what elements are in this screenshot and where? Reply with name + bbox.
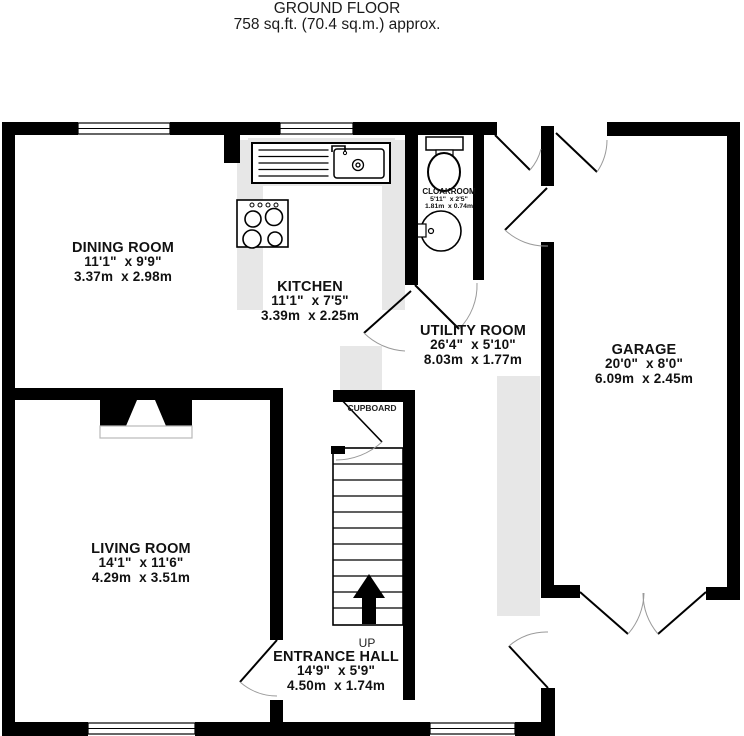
kitchen-dining-stub bbox=[224, 135, 240, 163]
stairs bbox=[331, 446, 403, 625]
room-size-metric: 4.50m x 1.74m bbox=[286, 677, 386, 693]
counter-utility bbox=[497, 376, 540, 616]
stove bbox=[237, 200, 288, 248]
room-size-imperial: 20'0" x 8'0" bbox=[604, 356, 684, 372]
floor-title: GROUND FLOOR bbox=[273, 0, 401, 17]
room-label-living-room bbox=[91, 542, 191, 585]
room-name: LIVING ROOM bbox=[91, 541, 191, 557]
room-size-imperial: 14'9" x 5'9" bbox=[296, 663, 376, 679]
garage-right-wall bbox=[727, 122, 740, 600]
room-label-garage bbox=[595, 343, 693, 386]
utility-garage-door bbox=[505, 188, 548, 246]
dining-living-wall bbox=[2, 388, 283, 400]
back-door bbox=[495, 135, 541, 170]
room-name: UTILITY ROOM bbox=[419, 323, 527, 339]
basin-tap bbox=[417, 224, 426, 237]
room-size-metric: 6.09m x 2.45m bbox=[594, 370, 694, 386]
cloakroom-left-wall bbox=[405, 135, 418, 285]
room-label-dining-room bbox=[72, 241, 174, 284]
room-size-metric: 8.03m x 1.77m bbox=[423, 351, 523, 367]
plan-title-block bbox=[234, 1, 441, 33]
garage-double-door bbox=[580, 592, 706, 634]
room-size-imperial: 11'1" x 9'9" bbox=[84, 254, 162, 270]
room-size-imperial: 14'1" x 11'6" bbox=[98, 555, 184, 571]
room-label-entrance-hall bbox=[273, 650, 399, 693]
room-name: ENTRANCE HALL bbox=[273, 649, 399, 665]
window-dining bbox=[78, 123, 170, 134]
room-size-metric: 3.39m x 2.25m bbox=[260, 307, 360, 323]
fireplace bbox=[100, 400, 192, 438]
room-label-kitchen bbox=[261, 280, 359, 323]
room-label-utility-room bbox=[420, 324, 526, 367]
garage-top-wall bbox=[607, 122, 740, 136]
living-hall-wall-lower bbox=[270, 700, 283, 724]
room-name: CLOAKROOM bbox=[422, 187, 476, 196]
room-size-metric: 1.81m x 0.74m bbox=[424, 203, 473, 211]
room-size-imperial: 11'1" x 7'5" bbox=[271, 293, 349, 309]
window-living bbox=[88, 723, 195, 734]
living-room-door bbox=[240, 640, 277, 696]
hearth bbox=[100, 426, 192, 438]
living-hall-wall-upper bbox=[270, 400, 283, 640]
stairs-up-label: UP bbox=[358, 636, 376, 650]
toilet bbox=[426, 137, 463, 191]
room-size-metric: 4.29m x 3.51m bbox=[91, 569, 191, 585]
cupboard-wall bbox=[333, 390, 415, 402]
room-name: GARAGE bbox=[611, 342, 677, 358]
garage-top-door bbox=[556, 133, 607, 172]
garage-left-wall bbox=[541, 242, 554, 598]
front-door bbox=[509, 632, 548, 688]
room-name: DINING ROOM bbox=[71, 240, 175, 256]
room-label-cloakroom bbox=[422, 188, 475, 211]
cupboard-label: CUPBOARD bbox=[347, 403, 397, 413]
counter-above-cupboard bbox=[340, 346, 382, 390]
room-size-imperial: 26'4" x 5'10" bbox=[430, 337, 516, 353]
wash-basin bbox=[417, 211, 461, 251]
kitchen-sink bbox=[252, 143, 390, 183]
floor-area: 758 sq.ft. (70.4 sq.m.) approx. bbox=[233, 16, 441, 33]
hall-utility-wall bbox=[403, 390, 415, 700]
room-size-metric: 3.37m x 2.98m bbox=[73, 268, 173, 284]
room-name: KITCHEN bbox=[277, 279, 343, 295]
window-hall bbox=[430, 723, 515, 734]
window-kitchen bbox=[280, 123, 353, 134]
garage-left-wall-top bbox=[541, 126, 554, 186]
front-door-jamb-wall bbox=[541, 688, 555, 736]
room-size-imperial: 5'11" x 2'5" bbox=[430, 196, 468, 203]
